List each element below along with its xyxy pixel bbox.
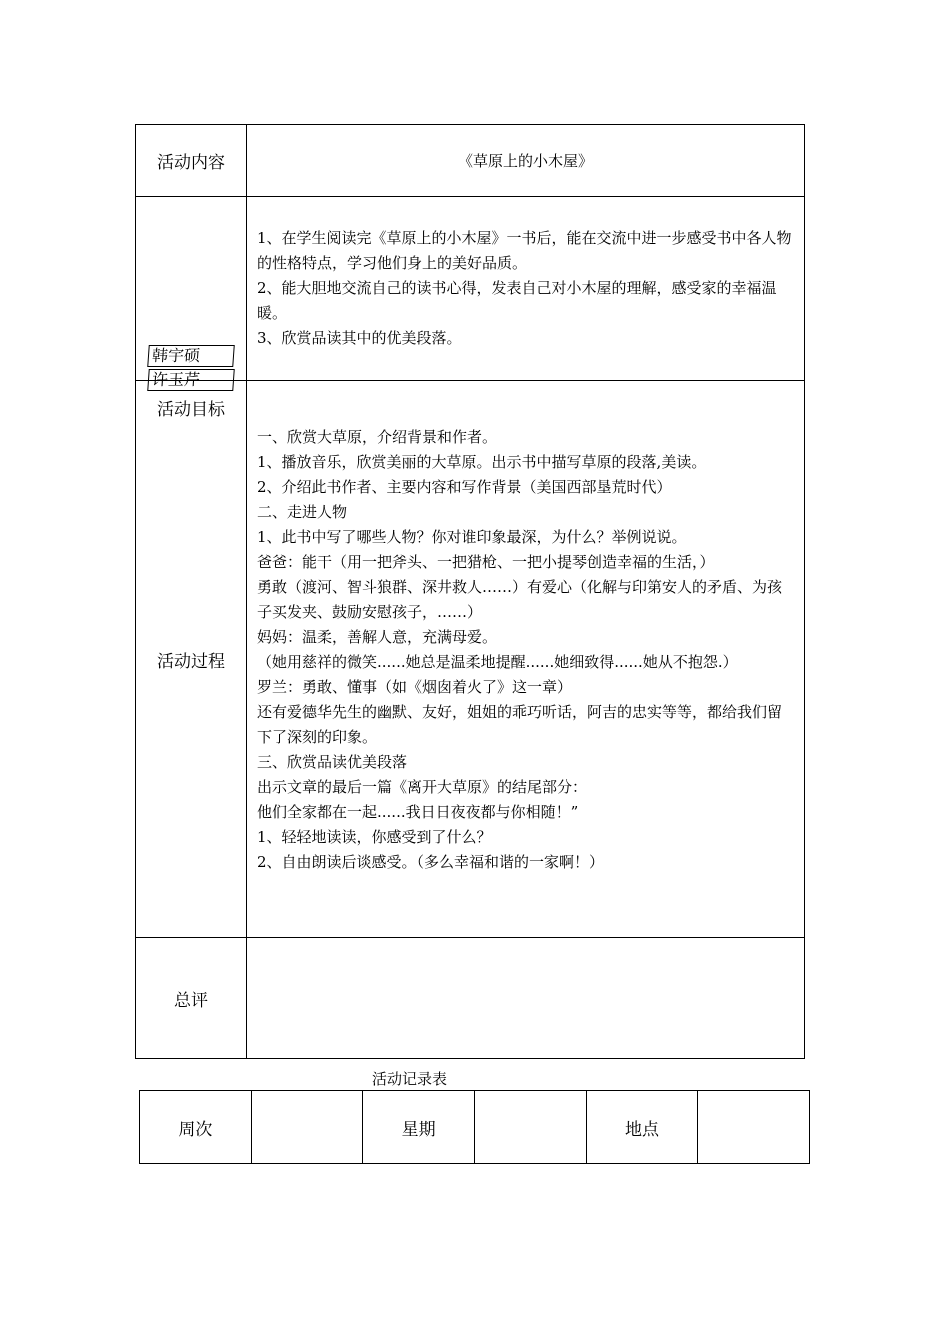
goal-line: 2、能大胆地交流自己的读书心得，发表自己对小木屋的理解，感受家的幸福温暖。 bbox=[257, 279, 777, 322]
content-label: 活动内容 bbox=[136, 125, 247, 197]
place-label: 地点 bbox=[586, 1091, 698, 1164]
goal-line: 1、在学生阅读完《草原上的小木屋》一书后，能在交流中进一步感受书中各人物的性格特点，学习他们身上的美好品质。 bbox=[257, 229, 792, 272]
content-title: 《草原上的小木屋》 bbox=[247, 125, 805, 197]
process-line: 他们全家都在一起......我日日夜夜都与你相随！” bbox=[257, 803, 579, 821]
process-label: 活动过程 bbox=[136, 381, 247, 938]
record-caption: 活动记录表 bbox=[372, 1070, 448, 1088]
process-line: 出示文章的最后一篇《离开大草原》的结尾部分： bbox=[257, 778, 588, 796]
process-line: 妈妈：温柔，善解人意，充满母爱。 bbox=[257, 628, 498, 646]
review-text bbox=[247, 938, 805, 1059]
goal-line: 3、欣赏品读其中的优美段落。 bbox=[257, 329, 462, 347]
process-line: 还有爱德华先生的幽默、友好，姐姐的乖巧听话，阿吉的忠实等等，都给我们留下了深刻的印象。 bbox=[257, 703, 783, 746]
process-text bbox=[247, 381, 805, 938]
process-line: 罗兰：勇敢、懂事（如《烟囱着火了》这一章） bbox=[257, 678, 573, 696]
handwritten-name-1: 韩宇硕 bbox=[147, 345, 235, 367]
process-line: 2、自由朗读后谈感受。（多么幸福和谐的一家啊！） bbox=[257, 853, 605, 871]
goal-row bbox=[136, 197, 805, 381]
process-line: 1、轻轻地读读，你感受到了什么？ bbox=[257, 828, 492, 846]
process-row bbox=[136, 381, 805, 938]
goal-text bbox=[247, 197, 805, 381]
week-value bbox=[251, 1091, 363, 1164]
process-line: 勇敢（渡河、智斗狼群、深井救人……）有爱心（化解与印第安人的矛盾、为孩子买发夹、鼓励安慰孩子，……） bbox=[257, 578, 783, 621]
goal-label-cell bbox=[136, 197, 247, 420]
record-table bbox=[139, 1090, 810, 1164]
process-line: 爸爸：能干（用一把斧头、一把猎枪、一把小提琴创造幸福的生活，） bbox=[257, 553, 715, 571]
process-line: 一、欣赏大草原，介绍背景和作者。 bbox=[257, 428, 498, 446]
content-row bbox=[136, 125, 805, 197]
review-row bbox=[136, 938, 805, 1059]
process-line: 2、介绍此书作者、主要内容和写作背景（美国西部垦荒时代） bbox=[257, 478, 672, 496]
review-label: 总评 bbox=[136, 938, 247, 1059]
place-value bbox=[698, 1091, 810, 1164]
handwritten-name-2: 许玉芹 bbox=[147, 369, 235, 391]
day-value bbox=[474, 1091, 586, 1164]
process-line: 1、此书中写了哪些人物？你对谁印象最深，为什么？举例说说。 bbox=[257, 528, 687, 546]
process-line: （她用慈祥的微笑......她总是温柔地提醒......她细致得......她从不抱怨.） bbox=[257, 653, 738, 671]
activity-table bbox=[135, 124, 805, 1059]
process-line: 三、欣赏品读优美段落 bbox=[257, 753, 408, 771]
process-line: 二、走进人物 bbox=[257, 503, 348, 521]
record-row bbox=[140, 1091, 810, 1164]
week-label: 周次 bbox=[140, 1091, 252, 1164]
goal-label: 活动目标 bbox=[157, 399, 225, 420]
process-line: 1、播放音乐，欣赏美丽的大草原。出示书中描写草原的段落,美读。 bbox=[257, 453, 707, 471]
day-label: 星期 bbox=[363, 1091, 475, 1164]
